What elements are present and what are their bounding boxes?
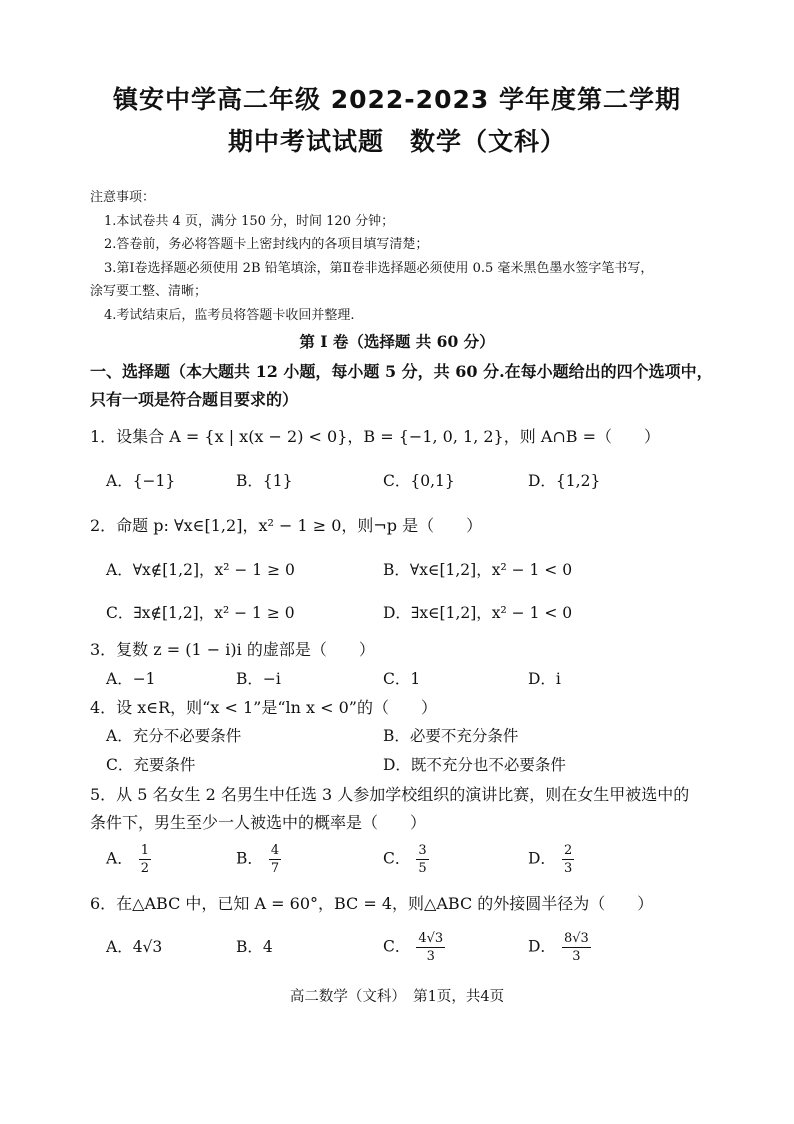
option-label: A． <box>106 849 133 868</box>
fraction <box>562 930 591 965</box>
option-label: C． <box>383 937 411 956</box>
q3-option-d: D．i <box>528 670 561 688</box>
option-label: D． <box>528 937 556 956</box>
q6-option-c <box>383 930 445 965</box>
q3-option-a: A．−1 <box>106 670 156 688</box>
denominator: 5 <box>418 861 427 876</box>
exam-title: 镇安中学高二年级 2022-2023 学年度第二学期 <box>113 85 681 114</box>
question-4-stem: 4．设 x∈R，则“x < 1”是“ln x < 0”的（ ） <box>90 698 437 717</box>
section-intro-continued: 只有一项是符合题目要求的） <box>90 390 299 409</box>
q6-option-a <box>106 935 162 957</box>
q2-option-a: A．∀x∉[1,2]，x² − 1 ≥ 0 <box>106 561 295 579</box>
fraction <box>416 842 428 877</box>
q5-option-b <box>236 842 281 877</box>
q4-option-d: D．既不充分也不必要条件 <box>383 756 566 774</box>
q2-option-c: C．∃x∉[1,2]，x² − 1 ≥ 0 <box>106 604 295 622</box>
numerator: 8√3 <box>563 931 589 946</box>
numerator: 4√3 <box>418 931 444 946</box>
q6-option-b <box>236 935 273 957</box>
page-footer: 高二数学（文科） 第1页，共4页 <box>289 989 505 1005</box>
instruction-item: 1.本试卷共 4 页，满分 150 分，时间 120 分钟； <box>104 213 395 229</box>
q6-option-d <box>528 930 591 965</box>
q3-option-c: C．1 <box>383 670 421 688</box>
option-label: B．4 <box>236 938 273 956</box>
fraction <box>269 842 281 877</box>
question-3-stem: 3．复数 z = (1 − i)i 的虚部是（ ） <box>90 640 375 659</box>
numerator: 3 <box>418 843 427 858</box>
instructions <box>90 186 720 328</box>
section-intro: 一、选择题（本大题共 12 小题，每小题 5 分，共 60 分.在每小题给出的四个选项中， <box>90 362 713 381</box>
instruction-item: 3.第Ⅰ卷选择题必须使用 2B 铅笔填涂，第Ⅱ卷非选择题必须使用 0.5 毫米黑色墨水签字笔书写， <box>104 260 654 276</box>
question-5-stem: 5．从 5 名女生 2 名男生中任选 3 人参加学校组织的演讲比赛，则在女生甲被选中的 <box>90 785 690 804</box>
q2-option-b: B．∀x∈[1,2]，x² − 1 < 0 <box>383 561 573 579</box>
q1-option-c: C．{0,1} <box>383 472 455 490</box>
instructions-heading: 注意事项： <box>90 190 156 205</box>
exam-subtitle: 期中考试试题 数学（文科） <box>227 127 566 156</box>
denominator: 2 <box>140 861 149 876</box>
option-label: C． <box>383 849 411 868</box>
section-title: 第 I 卷（选择题 共 60 分） <box>299 332 495 351</box>
instruction-item: 2.答卷前，务必将答题卡上密封线内的各项目填写清楚； <box>104 237 429 253</box>
question-2-stem: 2．命题 p: ∀x∈[1,2]，x² − 1 ≥ 0，则¬p 是（ ） <box>90 516 483 535</box>
numerator: 4 <box>270 843 280 858</box>
fraction <box>139 842 151 877</box>
denominator: 3 <box>563 861 573 876</box>
numerator: 2 <box>563 843 573 858</box>
numerator: 1 <box>140 843 149 858</box>
denominator: 7 <box>270 861 280 876</box>
q4-option-a: A．充分不必要条件 <box>106 727 242 745</box>
q1-option-d: D．{1,2} <box>528 472 601 490</box>
q5-option-c <box>383 842 429 877</box>
fraction <box>416 930 445 965</box>
q1-option-b: B．{1} <box>236 472 293 490</box>
q4-option-b: B．必要不充分条件 <box>383 727 519 745</box>
option-label: A．4√3 <box>106 938 163 956</box>
q3-option-b: B．−i <box>236 670 281 688</box>
q5-option-a <box>106 842 151 877</box>
instruction-item: 涂写要工整、清晰； <box>90 284 208 300</box>
q4-option-c: C．充要条件 <box>106 756 196 774</box>
denominator: 3 <box>572 949 581 964</box>
option-label: B． <box>236 849 263 868</box>
question-6-stem: 6．在△ABC 中，已知 A = 60°，BC = 4，则△ABC 的外接圆半径为（ ） <box>90 894 654 913</box>
question-1-stem: 1．设集合 A = {x | x(x − 2) < 0}，B = {−1, 0, 1, 2}，则 A∩B =（ ） <box>90 427 661 446</box>
option-label: D． <box>528 849 556 868</box>
q5-option-d <box>528 842 574 877</box>
q2-option-d: D．∃x∈[1,2]，x² − 1 < 0 <box>383 604 573 622</box>
denominator: 3 <box>426 949 435 964</box>
question-5-stem-continued: 条件下，男生至少一人被选中的概率是（ ） <box>90 813 427 832</box>
instruction-item: 4.考试结束后，监考员将答题卡收回并整理. <box>104 307 355 323</box>
q1-option-a: A．{−1} <box>106 472 176 490</box>
fraction <box>562 842 574 877</box>
